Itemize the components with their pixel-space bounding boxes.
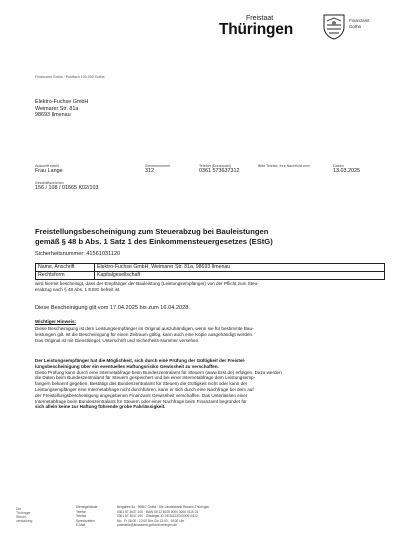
table-row xyxy=(36,271,385,279)
table-cell: Name, Anschrift xyxy=(36,264,95,272)
verification-paragraph xyxy=(35,358,282,410)
exemption-paragraph xyxy=(35,281,259,293)
signature-label: Geschäftszeichen xyxy=(35,181,64,185)
paragraph-line: sich allein keine zur Haftung führende grobe Fahrlässigkeit. xyxy=(35,404,166,410)
date-label: Datum xyxy=(333,164,344,168)
info-fax xyxy=(258,164,310,168)
footer-logo-line: verwaltung xyxy=(16,519,33,523)
address-line: 98693 Ilmenau xyxy=(35,112,71,119)
footer-value: Mo - Fr 08:00 - 12:00 Uhr, Do 13:00 - 18:00 Uhr xyxy=(117,518,185,523)
fax-label: Bitte Telefax, Ihre Nachricht vom xyxy=(258,164,310,168)
footer-value: poststelle@finanzamt-gotha.thueringen.de xyxy=(117,523,177,528)
room-value: 312 xyxy=(145,168,154,175)
paragraph-line: Diese Bescheinigung ist dem Leistungsempfänger im Original auszuhändigen, wenn sie für bestimmte Bau- xyxy=(35,326,254,331)
paragraph-line: Das Original ist mit Dienstsiegel, Unterschrift und Sicherheits-Nummer versehen. xyxy=(35,337,200,343)
paragraph-line: erabzug nach § 48 Abs. 1 EStG befreit ist. xyxy=(35,286,121,292)
paragraph-line: die Daten beim Bundeszentralamt für Steuern gespeichert und bei einer Internetabfrage dem Leistungsemp- xyxy=(35,375,256,381)
contact-value: Frau Lange xyxy=(35,168,63,175)
phone-label: Telefon (Durchwahl) xyxy=(199,164,231,168)
ministry-line: Gotha xyxy=(349,23,361,29)
hint-heading: Wichtiger Hinweis: xyxy=(35,319,77,324)
footer-logo xyxy=(16,507,32,523)
recipient-address xyxy=(35,99,88,119)
footer-labels xyxy=(76,505,97,528)
document-title xyxy=(35,227,273,247)
coat-of-arms-icon xyxy=(323,14,345,40)
paragraph-line: Diese Prüfung kann durch eine Internetabfrage beim Bundeszentralamt für Steuern (www.bzst.de) erfolgen. Dazu werden xyxy=(35,369,282,375)
paragraph-line: Leistungsempfänger eine Internetabfrage nicht durchführen, kann er sich durch eine Nachfrage bei dem auf xyxy=(35,386,254,392)
info-contact xyxy=(35,164,63,175)
footer-label: E-Mail xyxy=(76,523,86,528)
footer-label: Telefon xyxy=(76,509,87,514)
room-label: Zimmernummer xyxy=(145,164,171,168)
date-value: 13.03.2025 xyxy=(333,168,360,175)
validity-text: Diese Bescheinigung gilt vom 17.04.2025 bis zum 16.04.2028. xyxy=(35,305,190,311)
info-signature xyxy=(35,181,99,192)
footer-value: 0361 57 3637-190 · Gläubiger-ID DE34ZZZ00000010112 xyxy=(117,514,198,519)
paragraph-line: fangern bekannt gegeben. Bestätigt das Bundeszentralamt für Steuern die Gültigkeit nicht oder kann der xyxy=(35,381,248,387)
footer-logo-line: Die xyxy=(16,507,22,511)
table-cell: Elektro-Fuchse GmbH, Weimarer Str. 81a, 98693 Ilmenau xyxy=(95,264,385,272)
paragraph-line: leistungen gilt. Ist die Bescheinigung für einen Zeitraum gültig, kann auch eine Kopie ausgehändigt werden. xyxy=(35,331,254,337)
paragraph-line: Der Leistungsempfänger hat die Möglichkeit, sich durch eine Prüfung der Gültigkeit der Freistel- xyxy=(35,358,246,363)
hint-paragraph xyxy=(35,326,254,343)
table-cell: Rechtsform xyxy=(36,271,95,279)
paragraph-line: Internetabfrage beim Bundeszentralamt für Steuern oder einer Nachfrage beim Finanzamt begründet für xyxy=(35,398,247,404)
footer-logo-line: Thüringer xyxy=(16,511,31,515)
table-cell: Kapitalgesellschaft xyxy=(95,271,385,279)
info-phone xyxy=(199,164,239,175)
ministry-line: Finanzamt xyxy=(349,18,370,23)
security-number: Sicherheitsnummer: 41561031120 xyxy=(35,251,121,257)
footer-label: Telefax xyxy=(76,514,87,519)
contact-label: Auskunft erteilt xyxy=(35,164,59,168)
info-date xyxy=(333,164,360,175)
address-line: Elektro-Fuchse GmbH xyxy=(35,99,89,105)
ministry-name xyxy=(349,18,389,30)
footer-label: Dienstgebäude xyxy=(76,505,98,509)
phone-value: 0361 573637312 xyxy=(199,168,240,175)
footer-values xyxy=(117,505,209,528)
title-line: gemäß § 48 b Abs. 1 Satz 1 des Einkommensteuergesetzes (EStG) xyxy=(35,237,273,247)
info-room xyxy=(145,164,170,175)
table-row xyxy=(36,264,385,272)
footer-logo-line: Steuer- xyxy=(16,515,28,519)
title-line: Freistellungsbescheinigung zum Steuerabzug bei Bauleistungen xyxy=(35,227,269,236)
state-label: Freistaat xyxy=(246,15,274,22)
address-line: Weimarer Str. 81a xyxy=(35,105,79,112)
signature-value: 156 / 108 / 01665 K02/103 xyxy=(35,185,99,192)
footer-value: 0361 57 3637-100 · IBAN DE12 8205 0000 3006 4115 24 xyxy=(117,509,199,514)
paragraph-line: lungsbescheinigung über ein eventuelles Haftungsrisiko Gewissheit zu verschaffen. xyxy=(35,363,219,369)
state-name: Thüringen xyxy=(219,21,293,38)
paragraph-line: der Freistellungsbescheinigung angegebenen Finanzamt Gewissheit verschaffen. Das Unterlassen einer xyxy=(35,392,248,398)
footer-label: Sprechzeiten xyxy=(76,518,95,523)
paragraph-line: wird hiermit bescheinigt, dass der Empfänger der Bauleistung (Leistungsempfänger) von der Pflicht zum Steu- xyxy=(35,281,259,286)
sender-line: Finanzamt Gotha · Postfach 100 000 Gotha xyxy=(35,75,105,79)
holder-table xyxy=(35,263,385,280)
footer-value: Bergallee 5a · 99867 Gotha · Die Landesbank Hessen-Thüringen xyxy=(117,505,210,509)
